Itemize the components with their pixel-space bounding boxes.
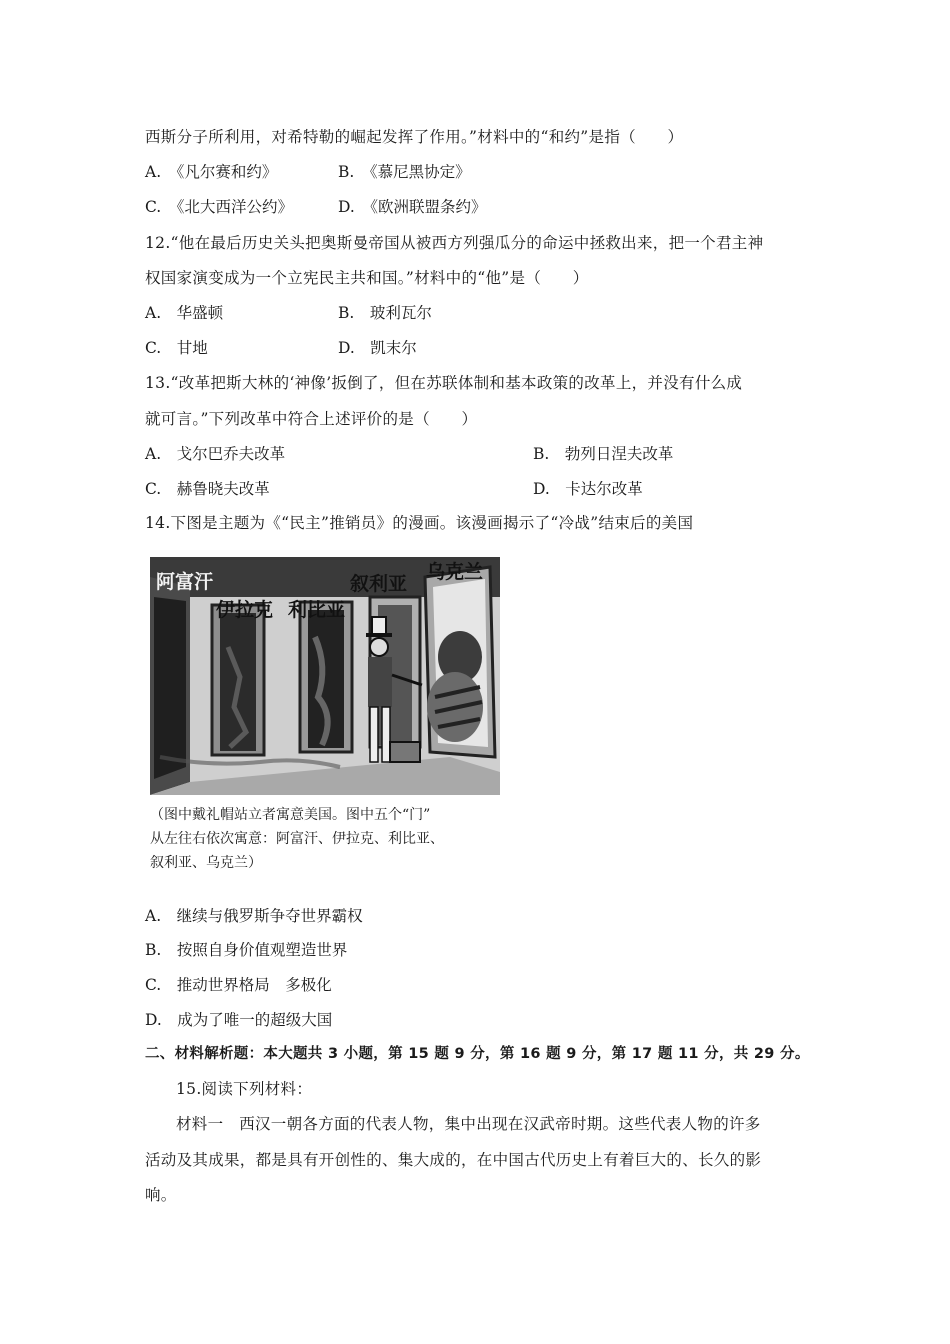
label-afghanistan: 阿富汗 (156, 571, 214, 593)
q13-option-d: D. 卡达尔改革 (533, 480, 643, 498)
label-ukraine: 乌克兰 (426, 561, 484, 583)
cartoon-caption (150, 803, 444, 875)
label-iraq: 伊拉克 (216, 599, 274, 621)
q12-stem-line2: 权国家演变成为一个立宪民主共和国。”材料中的“他”是（ ） (145, 269, 589, 287)
q12-stem-line1: 12.“他在最后历史关头把奥斯曼帝国从被西方列强瓜分的命运中拯救出来，把一个君主神 (145, 234, 764, 252)
caption-line2: 从左往右依次寓意：阿富汗、伊拉克、利比亚、 (150, 831, 444, 847)
q13-option-a: A. 戈尔巴乔夫改革 (145, 445, 286, 463)
label-libya: 利比亚 (288, 599, 346, 621)
q11-option-c: C. 《北大西洋公约》 (145, 198, 293, 216)
q13-option-b: B. 勃列日涅夫改革 (533, 445, 674, 463)
q15-material1-line1: 材料一 西汉一朝各方面的代表人物，集中出现在汉武帝时期。这些代表人物的许多 (176, 1115, 761, 1133)
q14-option-c: C. 推动世界格局 多极化 (145, 976, 332, 994)
q11-stem-tail: 西斯分子所利用，对希特勒的崛起发挥了作用。”材料中的“和约”是指（ ） (145, 128, 684, 146)
caption-line3: 叙利亚、乌克兰） (150, 855, 262, 871)
q11-option-a: A. 《凡尔赛和约》 (145, 163, 278, 181)
q11-option-b: B. 《慕尼黑协定》 (338, 163, 471, 181)
q12-option-c: C. 甘地 (145, 339, 208, 357)
caption-line1: （图中戴礼帽站立者寓意美国。图中五个“门” (150, 807, 431, 823)
q14-stem: 14.下图是主题为《“民主”推销员》的漫画。该漫画揭示了“冷战”结束后的美国 (145, 514, 694, 532)
q13-stem-line2: 就可言。”下列改革中符合上述评价的是（ ） (145, 410, 478, 428)
q15-material1-line3: 响。 (145, 1186, 177, 1204)
q14-option-a: A. 继续与俄罗斯争夺世界霸权 (145, 907, 363, 925)
q12-option-a: A. 华盛顿 (145, 304, 224, 322)
q13-option-c: C. 赫鲁晓夫改革 (145, 480, 270, 498)
section2-heading: 二、材料解析题：本大题共 3 小题，第 15 题 9 分，第 16 题 9 分，第 17 题 11 分，共 29 分。 (145, 1046, 810, 1062)
q14-option-d: D. 成为了唯一的超级大国 (145, 1011, 333, 1029)
q12-option-d: D. 凯末尔 (338, 339, 417, 357)
q15-material1-line2: 活动及其成果，都是具有开创性的、集大成的，在中国古代历史上有着巨大的、长久的影 (145, 1151, 762, 1169)
q15-intro: 15.阅读下列材料： (176, 1080, 313, 1098)
q14-option-b: B. 按照自身价值观塑造世界 (145, 941, 348, 959)
q12-option-b: B. 玻利瓦尔 (338, 304, 432, 322)
q11-option-d: D. 《欧洲联盟条约》 (338, 198, 487, 216)
q13-stem-line1: 13.“改革把斯大林的‘神像’扳倒了，但在苏联体制和基本政策的改革上，并没有什么成 (145, 374, 743, 392)
democracy-salesman-cartoon (150, 557, 500, 795)
label-syria: 叙利亚 (350, 573, 408, 595)
